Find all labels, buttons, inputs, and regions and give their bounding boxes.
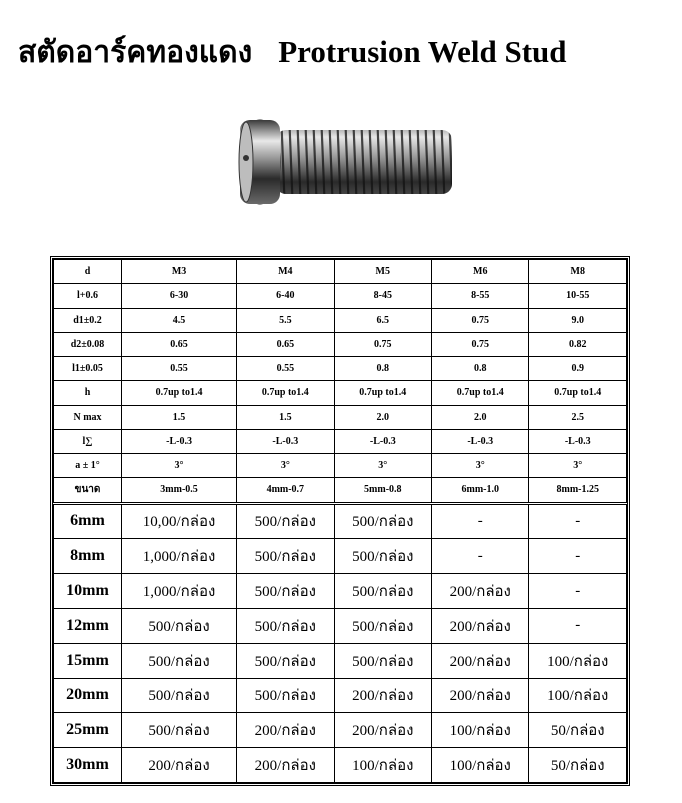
table-cell: 8-55 xyxy=(432,284,529,308)
table-cell: 1,000/กล่อง xyxy=(122,574,237,609)
table-cell: 500/กล่อง xyxy=(334,539,431,574)
table-cell: 8-45 xyxy=(334,284,431,308)
row-label: d1±0.2 xyxy=(54,308,122,332)
table-cell: 500/กล่อง xyxy=(122,643,237,678)
table-cell: 500/กล่อง xyxy=(334,574,431,609)
table-row xyxy=(54,429,627,453)
table-cell: -L-0.3 xyxy=(334,429,431,453)
table-cell: 500/กล่อง xyxy=(122,608,237,643)
table-cell: 0.7up to1.4 xyxy=(334,381,431,405)
table-cell: 6.5 xyxy=(334,308,431,332)
table-row xyxy=(54,260,627,284)
table-cell: 200/กล่อง xyxy=(432,608,529,643)
table-cell: 100/กล่อง xyxy=(529,678,627,713)
table-cell: 100/กล่อง xyxy=(529,643,627,678)
table-cell: 0.7up to1.4 xyxy=(529,381,627,405)
table-cell: 200/กล่อง xyxy=(237,748,334,783)
row-label: 10mm xyxy=(54,574,122,609)
table-row xyxy=(54,608,627,643)
weld-stud-image xyxy=(232,112,460,212)
table-cell: 3° xyxy=(122,454,237,478)
table-row xyxy=(54,284,627,308)
table-row xyxy=(54,332,627,356)
table-cell: M6 xyxy=(432,260,529,284)
table-cell: 500/กล่อง xyxy=(237,503,334,539)
table-cell: 500/กล่อง xyxy=(122,678,237,713)
table-cell: 500/กล่อง xyxy=(237,574,334,609)
row-label: 20mm xyxy=(54,678,122,713)
table-cell: 1,000/กล่อง xyxy=(122,539,237,574)
table-cell: 6mm-1.0 xyxy=(432,478,529,503)
table-cell: 8mm-1.25 xyxy=(529,478,627,503)
table-cell: M5 xyxy=(334,260,431,284)
table-row xyxy=(54,643,627,678)
table-cell: 4.5 xyxy=(122,308,237,332)
table-cell: 3° xyxy=(237,454,334,478)
table-cell: 3° xyxy=(432,454,529,478)
title-thai: สตัดอาร์คทองแดง xyxy=(18,34,253,70)
table-cell: 0.82 xyxy=(529,332,627,356)
table-cell: 6-30 xyxy=(122,284,237,308)
row-label: 6mm xyxy=(54,503,122,539)
table-cell: 3° xyxy=(334,454,431,478)
table-cell: 100/กล่อง xyxy=(334,748,431,783)
table-cell: 3mm-0.5 xyxy=(122,478,237,503)
table-row xyxy=(54,308,627,332)
table-cell: 0.9 xyxy=(529,357,627,381)
row-label: l∑ xyxy=(54,429,122,453)
table-cell: 0.8 xyxy=(432,357,529,381)
table-cell: 2.0 xyxy=(334,405,431,429)
table-row xyxy=(54,713,627,748)
table-cell: 0.8 xyxy=(334,357,431,381)
table-row xyxy=(54,478,627,503)
table-cell: 0.7up to1.4 xyxy=(122,381,237,405)
table-cell: 500/กล่อง xyxy=(334,608,431,643)
table-cell: M4 xyxy=(237,260,334,284)
table-cell: 200/กล่อง xyxy=(334,678,431,713)
table-cell: 10,00/กล่อง xyxy=(122,503,237,539)
table-cell: 5mm-0.8 xyxy=(334,478,431,503)
table-cell: 500/กล่อง xyxy=(237,608,334,643)
table-row xyxy=(54,748,627,783)
table-cell: 0.75 xyxy=(432,308,529,332)
table-cell: - xyxy=(432,539,529,574)
table-cell: 200/กล่อง xyxy=(432,574,529,609)
table-cell: 0.7up to1.4 xyxy=(237,381,334,405)
row-label: N max xyxy=(54,405,122,429)
row-label: 30mm xyxy=(54,748,122,783)
table-cell: 50/กล่อง xyxy=(529,748,627,783)
table-cell: -L-0.3 xyxy=(529,429,627,453)
table-cell: - xyxy=(432,503,529,539)
table-row xyxy=(54,678,627,713)
row-label: ขนาด xyxy=(54,478,122,503)
table-cell: 0.55 xyxy=(122,357,237,381)
table-cell: 0.65 xyxy=(237,332,334,356)
table-cell: 1.5 xyxy=(122,405,237,429)
table-cell: 500/กล่อง xyxy=(237,643,334,678)
table-row xyxy=(54,454,627,478)
table-cell: 0.75 xyxy=(334,332,431,356)
table-cell: 2.0 xyxy=(432,405,529,429)
table-cell: 500/กล่อง xyxy=(334,503,431,539)
table-cell: 200/กล่อง xyxy=(237,713,334,748)
table-cell: 200/กล่อง xyxy=(122,748,237,783)
row-label: 25mm xyxy=(54,713,122,748)
table-cell: 200/กล่อง xyxy=(334,713,431,748)
table-cell: - xyxy=(529,539,627,574)
table-cell: M3 xyxy=(122,260,237,284)
table-cell: 9.0 xyxy=(529,308,627,332)
row-label: 15mm xyxy=(54,643,122,678)
table-cell: -L-0.3 xyxy=(432,429,529,453)
row-label: l1±0.05 xyxy=(54,357,122,381)
table-cell: - xyxy=(529,608,627,643)
row-label: 12mm xyxy=(54,608,122,643)
table-cell: 100/กล่อง xyxy=(432,713,529,748)
table-cell: 0.65 xyxy=(122,332,237,356)
table-cell: 0.7up to1.4 xyxy=(432,381,529,405)
table-row xyxy=(54,405,627,429)
table-row xyxy=(54,574,627,609)
table-row xyxy=(54,381,627,405)
table-cell: 200/กล่อง xyxy=(432,678,529,713)
table-cell: - xyxy=(529,574,627,609)
table-cell: 4mm-0.7 xyxy=(237,478,334,503)
table-row xyxy=(54,503,627,539)
table-cell: 0.55 xyxy=(237,357,334,381)
row-label: h xyxy=(54,381,122,405)
table-cell: 50/กล่อง xyxy=(529,713,627,748)
table-cell: 500/กล่อง xyxy=(122,713,237,748)
table-cell: -L-0.3 xyxy=(237,429,334,453)
table-cell: 500/กล่อง xyxy=(237,539,334,574)
table-cell: 0.75 xyxy=(432,332,529,356)
table-cell: 200/กล่อง xyxy=(432,643,529,678)
table-cell: 5.5 xyxy=(237,308,334,332)
table-row xyxy=(54,357,627,381)
table-cell: 3° xyxy=(529,454,627,478)
table-cell: 6-40 xyxy=(237,284,334,308)
spec-table-body xyxy=(54,260,627,783)
table-cell: 10-55 xyxy=(529,284,627,308)
table-cell: 500/กล่อง xyxy=(334,643,431,678)
table-cell: - xyxy=(529,503,627,539)
table-cell: M8 xyxy=(529,260,627,284)
table-cell: 2.5 xyxy=(529,405,627,429)
title-english: Protrusion Weld Stud xyxy=(278,34,567,69)
table-cell: 1.5 xyxy=(237,405,334,429)
table-cell: 100/กล่อง xyxy=(432,748,529,783)
page-title xyxy=(18,28,668,76)
row-label: a ± 1° xyxy=(54,454,122,478)
spec-table xyxy=(50,256,630,786)
row-label: d xyxy=(54,260,122,284)
row-label: 8mm xyxy=(54,539,122,574)
table-cell: -L-0.3 xyxy=(122,429,237,453)
table-cell: 500/กล่อง xyxy=(237,678,334,713)
row-label: l+0.6 xyxy=(54,284,122,308)
row-label: d2±0.08 xyxy=(54,332,122,356)
table-row xyxy=(54,539,627,574)
